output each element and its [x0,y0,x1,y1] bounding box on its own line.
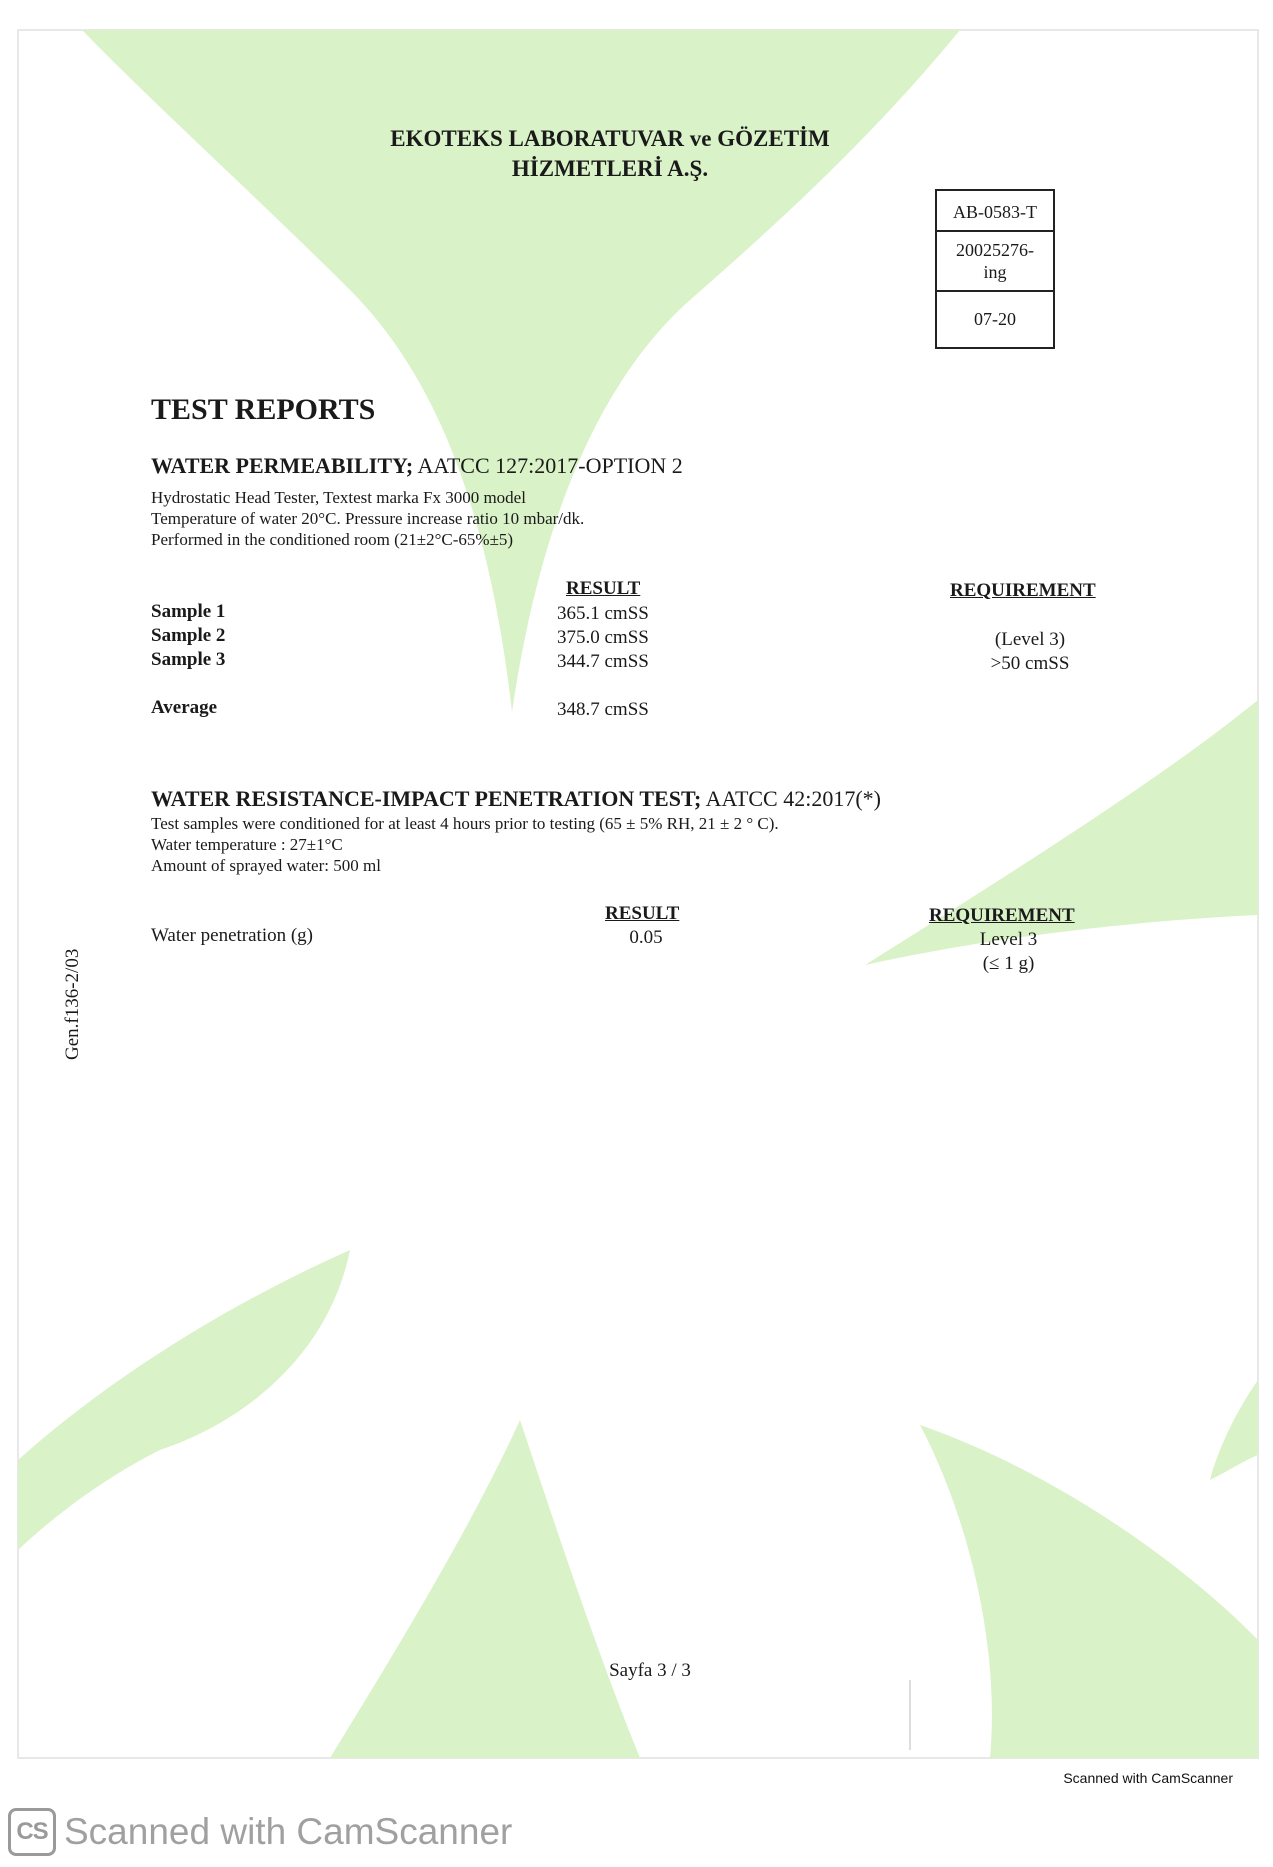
average-result: 348.7 cmSS [557,699,649,720]
average-label: Average [151,697,218,718]
sample-result: 344.7 cmSS [557,651,649,672]
impact-requirement-value: (≤ 1 g) [982,953,1035,974]
permeability-notes [151,487,584,550]
accreditation-number: AB-0583-T [937,191,1053,232]
report-number-line2: ing [983,262,1007,282]
report-date: 07-20 [974,309,1016,329]
permeability-note: Hydrostatic Head Tester, Textest marka Fx 3000 model [151,488,526,507]
permeability-requirement-level: (Level 3) [994,629,1066,650]
camscanner-logo-icon: CS [8,1808,56,1856]
company-name [330,124,890,184]
sample-label: Sample 2 [151,625,226,646]
permeability-result-header: RESULT [566,578,641,599]
permeability-requirement-value: >50 cmSS [990,653,1070,674]
sample-result: 375.0 cmSS [557,627,649,648]
impact-requirement-header: REQUIREMENT [929,905,1075,926]
water-penetration-result: 0.05 [629,927,663,948]
sample-label: Sample 3 [151,649,226,670]
permeability-requirement-header: REQUIREMENT [950,580,1096,601]
scanner-watermark [8,1808,512,1856]
reference-box [935,189,1055,349]
permeability-standard: AATCC 127:2017-OPTION 2 [417,453,683,478]
impact-note: Water temperature : 27±1°C [151,835,343,854]
sample-result: 365.1 cmSS [557,603,649,624]
scanner-watermark-text: Scanned with CamScanner [64,1811,513,1852]
permeability-title: WATER PERMEABILITY; [151,453,414,478]
company-name-line1: EKOTEKS LABORATUVAR ve GÖZETİM [390,126,830,151]
company-name-line2: HİZMETLERİ A.Ş. [511,156,709,181]
impact-notes [151,813,779,876]
page-number: Sayfa 3 / 3 [609,1660,691,1681]
page-title: TEST REPORTS [151,393,376,426]
impact-result-header: RESULT [605,903,680,924]
water-penetration-label: Water penetration (g) [151,925,314,946]
scanner-caption: Scanned with CamScanner [1063,1770,1233,1786]
report-number [937,232,1053,292]
impact-title: WATER RESISTANCE-IMPACT PENETRATION TEST; [151,786,702,811]
sample-label: Sample 1 [151,601,226,622]
impact-requirement-level: Level 3 [979,929,1038,950]
report-number-line1: 20025276- [956,240,1034,260]
impact-note: Amount of sprayed water: 500 ml [151,856,381,875]
impact-section-title [151,786,881,812]
permeability-section-title [151,453,683,479]
form-code: Gen.f136-2/03 [62,948,83,1060]
permeability-note: Temperature of water 20°C. Pressure increase ratio 10 mbar/dk. [151,509,585,528]
impact-standard: AATCC 42:2017(*) [705,786,881,811]
permeability-note: Performed in the conditioned room (21±2°C-65%±5) [151,530,514,549]
impact-note: Test samples were conditioned for at least 4 hours prior to testing (65 ± 5% RH, 21 ± 2 ° C). [151,814,779,833]
